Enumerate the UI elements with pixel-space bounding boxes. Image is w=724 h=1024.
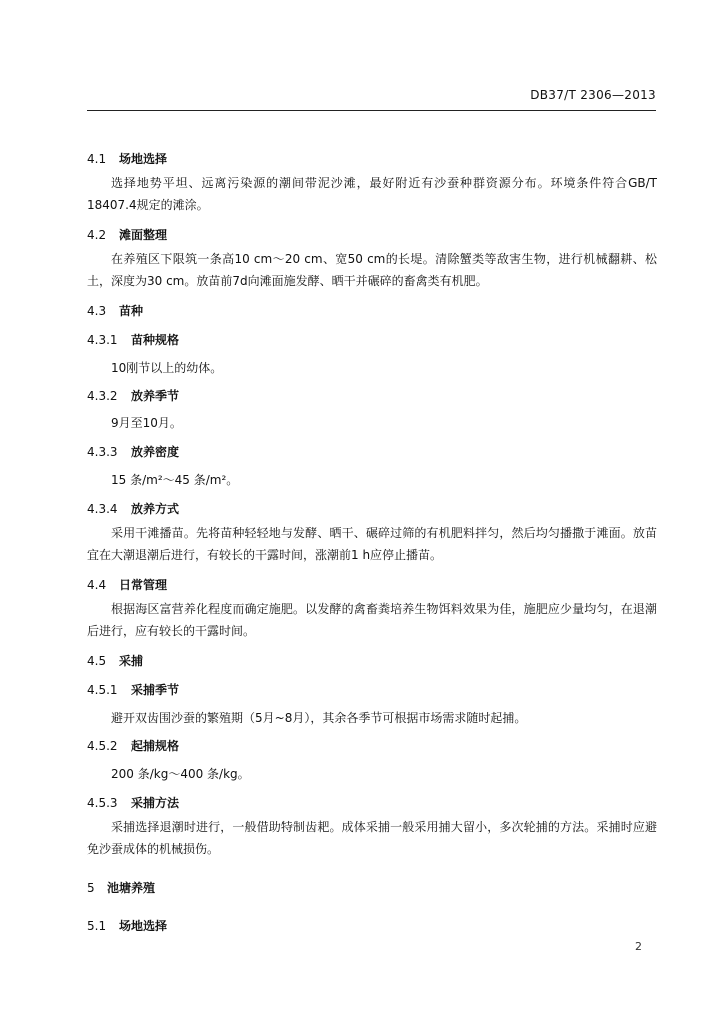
section-title: 放养方式 [131,502,180,516]
section-title: 苗种 [119,304,144,318]
section-heading [87,681,179,698]
paragraph: 在养殖区下限筑一条高10 cm～20 cm、宽50 cm的长堤。清除蟹类等敌害生物，进行机械翻耕、松土，深度为30 cm。放苗前7d向滩面施发酵、晒干并碾碎的畜禽类有机肥。 [87,252,657,288]
section-heading [87,794,179,811]
section-number: 5.1 [87,919,107,933]
section-number: 4.3.2 [87,389,118,403]
paragraph: 10刚节以上的幼体。 [111,361,223,375]
section-heading [87,331,179,348]
section-title: 苗种规格 [131,333,180,347]
section-heading [87,226,167,243]
section-title: 滩面整理 [119,228,168,242]
paragraph: 选择地势平坦、远离污染源的潮间带泥沙滩，最好附近有沙蚕种群资源分布。环境条件符合GB/T 18407.4规定的滩涂。 [87,176,657,212]
section-number: 4.5.3 [87,796,118,810]
page-number: 2 [635,940,642,953]
section-title: 采捕方法 [131,796,180,810]
section-title: 场地选择 [119,152,168,166]
section-title: 采捕 [119,654,144,668]
section-heading [87,879,155,896]
section-number: 4.5.2 [87,739,118,753]
section-number: 4.3.4 [87,502,118,516]
section-heading [87,576,167,593]
section-number: 4.4 [87,578,107,592]
section-title: 起捕规格 [131,739,180,753]
section-title: 放养密度 [131,445,180,459]
section-number: 4.5 [87,654,107,668]
section-title: 采捕季节 [131,683,180,697]
section-number: 5 [87,881,95,895]
paragraph: 避开双齿围沙蚕的繁殖期（5月~8月），其余各季节可根据市场需求随时起捕。 [111,711,527,725]
section-number: 4.2 [87,228,107,242]
header-rule [87,110,656,111]
section-number: 4.3.3 [87,445,118,459]
section-heading [87,737,179,754]
paragraph: 采用干滩播苗。先将苗种轻轻地与发酵、晒干、碾碎过筛的有机肥料拌匀，然后均匀播撒于滩面。放苗宜在大潮退潮后进行，有较长的干露时间，涨潮前1 h应停止播苗。 [87,526,657,562]
section-title: 放养季节 [131,389,180,403]
section-heading [87,652,143,669]
section-number: 4.3 [87,304,107,318]
paragraph: 9月至10月。 [111,416,182,430]
section-title: 日常管理 [119,578,168,592]
section-heading [87,302,143,319]
section-heading [87,150,167,167]
section-title: 池塘养殖 [107,881,156,895]
paragraph: 根据海区富营养化程度而确定施肥。以发酵的禽畜粪培养生物饵料效果为佳，施肥应少量均匀，在退潮后进行，应有较长的干露时间。 [87,602,657,638]
paragraph: 采捕选择退潮时进行，一般借助特制齿耙。成体采捕一般采用捕大留小，多次轮捕的方法。采捕时应避免沙蚕成体的机械损伤。 [87,820,657,856]
section-heading [87,500,179,517]
section-heading [87,443,179,460]
section-number: 4.1 [87,152,107,166]
section-heading [87,387,179,404]
section-number: 4.3.1 [87,333,118,347]
paragraph: 15 条/m²～45 条/m²。 [111,473,239,487]
section-title: 场地选择 [119,919,168,933]
section-heading [87,917,167,934]
section-number: 4.5.1 [87,683,118,697]
paragraph: 200 条/kg～400 条/kg。 [111,767,250,781]
document-code: DB37/T 2306—2013 [530,88,656,102]
